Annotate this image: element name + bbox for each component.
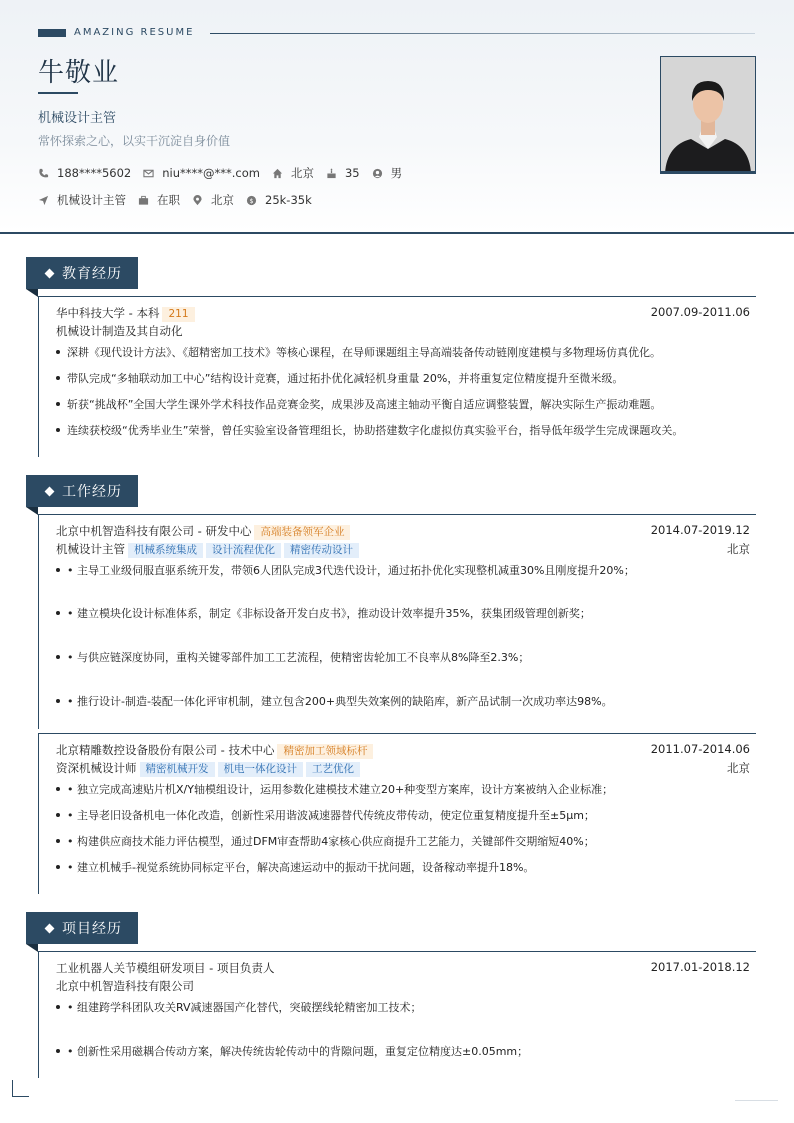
skill-tag: 机电一体化设计 xyxy=(218,762,304,777)
resume-header xyxy=(0,0,794,234)
list-item: 斩获“挑战杯”全国大学生课外学术科技作品竞赛金奖，成果涉及高速主轴动平衡自适应调整装置，解决实际生产振动难题。 xyxy=(56,396,750,412)
motto: 常怀探索之心，以实干沉淀自身价值 xyxy=(38,134,231,148)
home-info: 北京 xyxy=(272,165,314,181)
job-intent-row xyxy=(38,192,324,208)
intent-city-info: 北京 xyxy=(192,192,234,208)
skill-tag: 机械系统集成 xyxy=(128,543,203,558)
section-title-education: 教育经历 xyxy=(26,257,138,289)
section-fold xyxy=(26,944,38,952)
avatar-portrait xyxy=(661,57,755,173)
phone-icon xyxy=(38,168,49,179)
school-badge: 211 xyxy=(162,307,194,322)
work-date: 2014.07-2019.12 xyxy=(650,523,750,537)
photo-accent-bar xyxy=(660,171,756,174)
major: 机械设计制造及其自动化 xyxy=(56,324,183,338)
gender-info: 男 xyxy=(372,165,403,181)
list-item: • 组建跨学科团队攻关RV减速器国产化替代，突破摆线轮精密加工技术； xyxy=(56,999,750,1015)
skill-tag: 精密机械开发 xyxy=(140,762,215,777)
brand-text: AMAZING RESUME xyxy=(74,27,195,38)
project-entry xyxy=(38,951,756,1078)
work-header xyxy=(56,742,750,759)
diamond-icon xyxy=(45,486,55,496)
intent-position-info: 机械设计主管 xyxy=(38,192,126,208)
list-item: • 建立模块化设计标准体系，制定《非标设备开发白皮书》，推动设计效率提升35%，获集团级管理创新奖； xyxy=(56,605,750,621)
work-role-row xyxy=(56,760,750,777)
company-name: 北京中机智造科技有限公司 - 研发中心 xyxy=(56,524,252,538)
gender-icon xyxy=(372,168,383,179)
svg-text:$: $ xyxy=(249,196,254,205)
salary-info: $ 25k-35k xyxy=(246,193,312,207)
section-fold xyxy=(26,507,38,515)
candidate-name: 牛敬业 xyxy=(38,58,120,88)
briefcase-icon xyxy=(138,195,149,206)
mail-icon xyxy=(143,168,154,179)
company-badge: 高端装备领军企业 xyxy=(254,525,350,540)
project-company: 北京中机智造科技有限公司 xyxy=(56,979,194,993)
job-title: 机械设计主管 xyxy=(38,111,117,126)
brand-divider xyxy=(210,33,755,34)
work-header xyxy=(56,523,750,540)
project-name: 工业机器人关节模组研发项目 - 项目负责人 xyxy=(56,961,275,975)
name-underline xyxy=(38,92,78,94)
status-info: 在职 xyxy=(138,192,180,208)
school-name: 华中科技大学 - 本科 xyxy=(56,306,160,320)
footer-line xyxy=(735,1100,778,1101)
age-info: 35 xyxy=(326,166,360,180)
project-date: 2017.01-2018.12 xyxy=(650,960,750,974)
education-header xyxy=(56,305,750,322)
diamond-icon xyxy=(45,923,55,933)
work-entry-2 xyxy=(38,733,756,894)
project-header xyxy=(56,960,750,976)
money-icon xyxy=(246,195,257,206)
list-item: • 创新性采用磁耦合传动方案，解决传统齿轮传动中的背隙问题，重复定位精度达±0.05mm； xyxy=(56,1043,750,1059)
role: 资深机械设计师 xyxy=(56,761,137,775)
section-title-project: 项目经历 xyxy=(26,912,138,944)
role: 机械设计主管 xyxy=(56,542,125,556)
location-pin-icon xyxy=(192,195,203,206)
list-item: • 建立机械手-视觉系统协同标定平台，解决高速运动中的振动干扰问题，设备稼动率提升18%。 xyxy=(56,859,750,875)
education-date: 2007.09-2011.06 xyxy=(650,305,750,319)
email-info: niu****@***.com xyxy=(143,166,260,180)
phone-info: 188****5602 xyxy=(38,166,131,180)
list-item: • 独立完成高速贴片机X/Y轴模组设计，运用参数化建模技术建立20+种变型方案库，设计方案被纳入企业标准； xyxy=(56,781,750,797)
list-item: • 构建供应商技术能力评估模型，通过DFM审查帮助4家核心供应商提升工艺能力，关键部件交期缩短40%； xyxy=(56,833,750,849)
work-role-row xyxy=(56,541,750,558)
list-item: 深耕《现代设计方法》、《超精密加工技术》等核心课程，在导师课题组主导高端装备传动链刚度建模与多物理场仿真优化。 xyxy=(56,344,750,360)
home-icon xyxy=(272,168,283,179)
diamond-icon xyxy=(45,268,55,278)
work-city: 北京 xyxy=(727,542,750,556)
section-fold xyxy=(26,289,38,297)
section-title-work: 工作经历 xyxy=(26,475,138,507)
list-item: • 推行设计-制造-装配一体化评审机制，建立包含200+典型失效案例的缺陷库，新产品试制一次成功率达98%。 xyxy=(56,693,750,709)
work-entry-1 xyxy=(38,514,756,729)
work-date: 2011.07-2014.06 xyxy=(650,742,750,756)
list-item: • 与供应链深度协同，重构关键零部件加工工艺流程，使精密齿轮加工不良率从8%降至2.3%； xyxy=(56,649,750,665)
skill-tag: 精密传动设计 xyxy=(284,543,359,558)
list-item: 带队完成“多轴联动加工中心”结构设计竞赛，通过拓扑优化减轻机身重量 20%，并将重复定位精度提升至微米级。 xyxy=(56,370,750,386)
work-city: 北京 xyxy=(727,761,750,775)
company-name: 北京精雕数控设备股份有限公司 - 技术中心 xyxy=(56,743,275,757)
company-badge: 精密加工领域标杆 xyxy=(277,744,373,759)
profile-photo xyxy=(660,56,756,174)
list-item: • 主导老旧设备机电一体化改造，创新性采用谐波减速器替代传统皮带传动，使定位重复精度提升至±5μm； xyxy=(56,807,750,823)
skill-tag: 设计流程优化 xyxy=(206,543,281,558)
list-item: 连续获校级“优秀毕业生”荣誉，曾任实验室设备管理组长，协助搭建数字化虚拟仿真实验平台，指导低年级学生完成课题攻关。 xyxy=(56,422,750,438)
skill-tag: 工艺优化 xyxy=(306,762,360,777)
education-entry xyxy=(38,296,756,457)
list-item: • 主导工业级伺服直驱系统开发，带领6人团队完成3代迭代设计，通过拓扑优化实现整机减重30%且刚度提升20%； xyxy=(56,562,750,578)
corner-mark xyxy=(12,1080,29,1097)
cake-icon xyxy=(326,168,337,179)
contact-info-row xyxy=(38,165,414,181)
brand-bar xyxy=(38,29,66,37)
send-icon xyxy=(38,195,49,206)
